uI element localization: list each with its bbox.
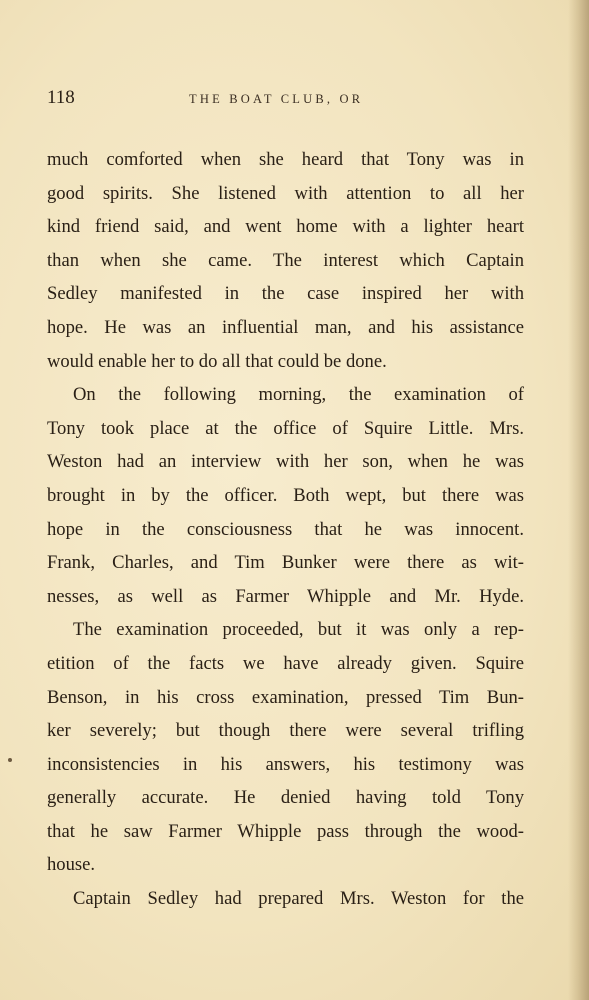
text-line: good spirits. She listened with attention to all her [47,182,524,204]
text-line: Frank, Charles, and Tim Bunker were there as wit- [47,552,524,574]
margin-mark [8,758,12,762]
paragraph-2 [47,378,524,613]
text-line: ker severely; but though there were several trifling [47,720,524,742]
text-line: The examination proceeded, but it was only a rep- [73,619,524,641]
text-line: hope. He was an influential man, and his assistance [47,316,524,338]
text-line: Sedley manifested in the case inspired her with [47,283,524,305]
text-line: kind friend said, and went home with a lighter heart [47,216,524,238]
page-header [47,86,527,110]
text-line: brought in by the officer. Both wept, but there was [47,484,524,506]
text-line: etition of the facts we have already given. Squire [47,652,524,674]
text-line: nesses, as well as Farmer Whipple and Mr. Hyde. [47,585,524,607]
text-line: Weston had an interview with her son, when he was [47,451,524,473]
paragraph-1 [47,143,524,378]
page-number: 118 [47,87,75,108]
text-line: would enable her to do all that could be done. [47,350,387,372]
text-line: than when she came. The interest which Captain [47,249,524,271]
paragraph-4 [47,882,524,916]
text-line: inconsistencies in his answers, his testimony was [47,753,524,775]
paragraph-3 [47,613,524,882]
text-line: Captain Sedley had prepared Mrs. Weston for the [73,888,524,910]
text-line: generally accurate. He denied having told Tony [47,787,524,809]
text-line: Benson, in his cross examination, pressed Tim Bun- [47,686,524,708]
text-line: house. [47,854,96,876]
body-text [47,143,524,916]
running-head: THE BOAT CLUB, OR [189,92,364,106]
text-line: On the following morning, the examination of [73,384,524,406]
text-line: hope in the consciousness that he was innocent. [47,518,524,540]
text-line: much comforted when she heard that Tony was in [47,149,524,170]
text-line: that he saw Farmer Whipple pass through the wood- [47,820,524,842]
text-line: Tony took place at the office of Squire Little. Mrs. [47,417,524,439]
